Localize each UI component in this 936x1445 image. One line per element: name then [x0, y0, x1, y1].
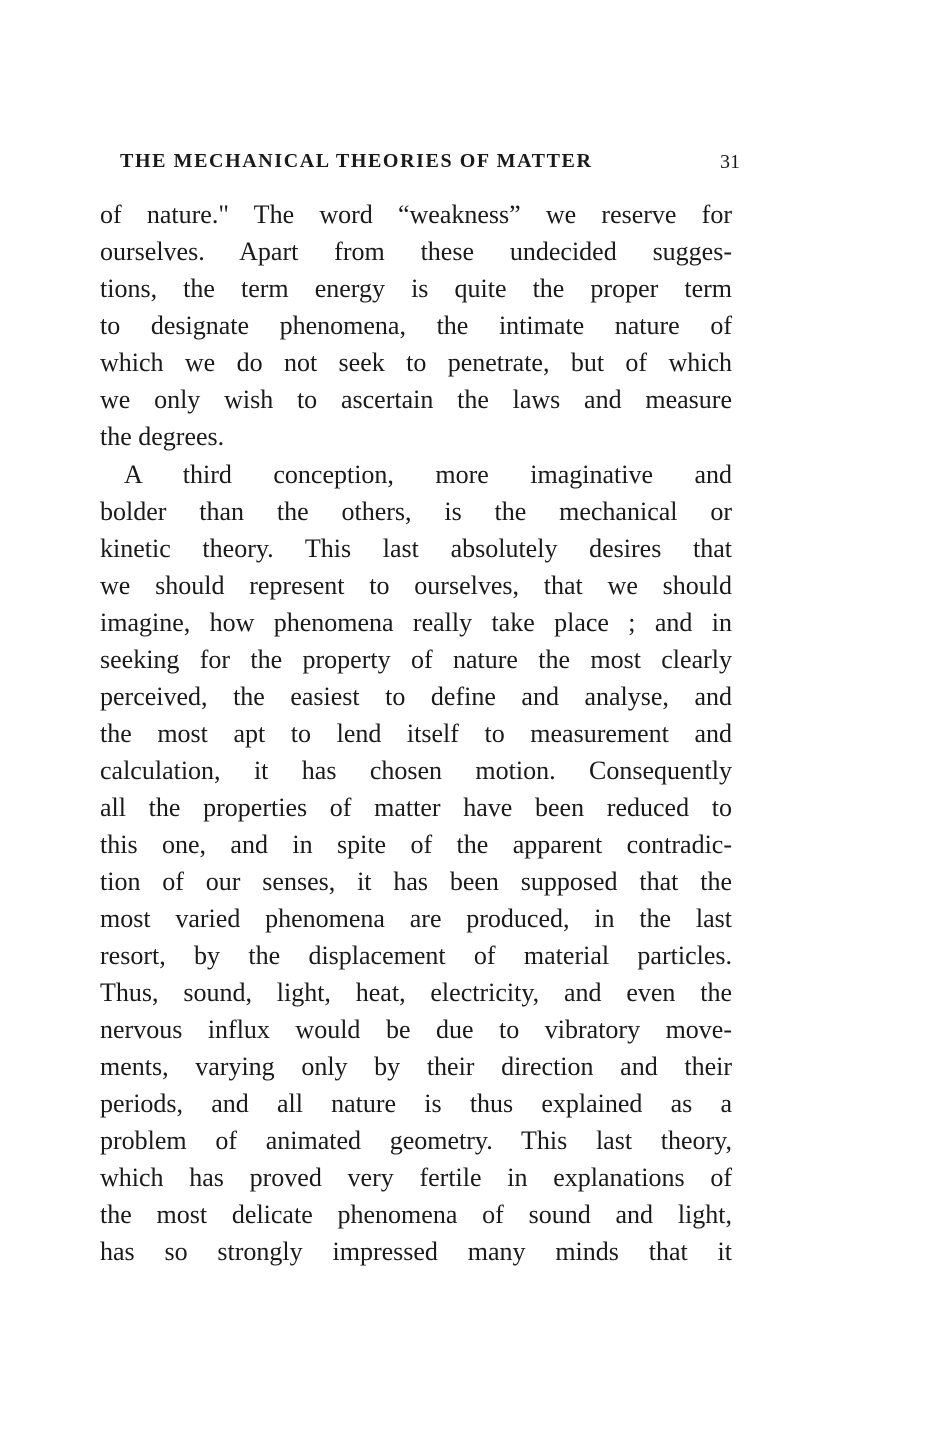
text-line: imagine, how phenomena really take place ; and in [100, 608, 732, 637]
running-title: THE MECHANICAL THEORIES OF MATTER [120, 150, 593, 172]
text-line: ments, varying only by their direction and their [100, 1052, 732, 1081]
text-line: all the properties of matter have been reduced to [100, 793, 732, 822]
text-line: the most apt to lend itself to measurement and [100, 719, 732, 748]
text-line: to designate phenomena, the intimate nature of [100, 311, 732, 340]
text-line: nervous influx would be due to vibratory move- [100, 1015, 732, 1044]
text-line: the degrees. [100, 422, 225, 451]
text-line: resort, by the displacement of material particles. [100, 941, 732, 970]
text-line: seeking for the property of nature the most clearly [100, 645, 732, 674]
text-line: has so strongly impressed many minds that it [100, 1237, 732, 1266]
text-line: calculation, it has chosen motion. Consequently [100, 756, 732, 785]
text-line: ourselves. Apart from these undecided sugges- [100, 237, 732, 266]
text-line: tion of our senses, it has been supposed that the [100, 867, 732, 896]
text-line: bolder than the others, is the mechanical or [100, 497, 732, 526]
text-line: most varied phenomena are produced, in the last [100, 904, 732, 933]
text-line: which has proved very fertile in explanations of [100, 1163, 732, 1192]
text-line: periods, and all nature is thus explained as a [100, 1089, 732, 1118]
text-line: kinetic theory. This last absolutely desires that [100, 534, 732, 563]
text-line: perceived, the easiest to define and analyse, and [100, 682, 732, 711]
text-line: tions, the term energy is quite the proper term [100, 274, 732, 303]
text-line: we only wish to ascertain the laws and measure [100, 385, 732, 414]
text-line: of nature." The word “weakness” we reserve for [100, 200, 732, 229]
text-line: the most delicate phenomena of sound and light, [100, 1200, 732, 1229]
text-line: which we do not seek to penetrate, but of which [100, 348, 732, 377]
text-line: problem of animated geometry. This last theory, [100, 1126, 732, 1155]
text-line: Thus, sound, light, heat, electricity, and even the [100, 978, 732, 1007]
page-header [120, 150, 740, 180]
text-line: we should represent to ourselves, that we should [100, 571, 732, 600]
page-number: 31 [720, 151, 740, 173]
text-line: A third conception, more imaginative and [124, 460, 732, 489]
text-line: this one, and in spite of the apparent contradic- [100, 830, 732, 859]
